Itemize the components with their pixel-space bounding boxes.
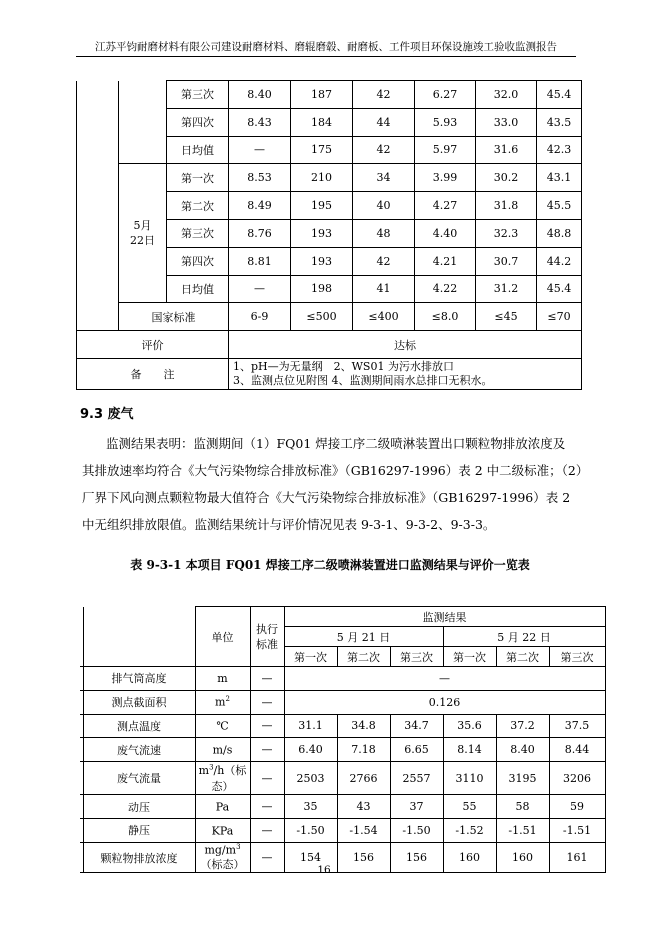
value-cell: 31.8 bbox=[476, 192, 537, 220]
value-cell: 0.126 bbox=[284, 690, 605, 714]
value-cell: 198 bbox=[291, 275, 353, 303]
unit-text: m bbox=[198, 764, 210, 778]
page-number: 16 bbox=[317, 864, 331, 876]
unit-suffix: （标态） bbox=[200, 858, 245, 872]
unit-cell bbox=[195, 738, 250, 762]
unit-text: KPa bbox=[211, 824, 234, 838]
value-cell: 2766 bbox=[337, 762, 390, 795]
table-row bbox=[80, 667, 605, 691]
value-cell: 43.1 bbox=[537, 164, 582, 192]
value-cell: 184 bbox=[291, 108, 353, 136]
paragraph-line: 监测结果表明：监测期间（1）FQ01 焊接工序二级喷淋装置出口颗粒物排放浓度及 bbox=[106, 436, 566, 451]
header-row bbox=[80, 607, 605, 627]
value-cell: -1.51 bbox=[549, 818, 605, 842]
row-label: 日均值 bbox=[167, 275, 229, 303]
value-cell: 8.81 bbox=[229, 247, 291, 275]
value-cell: 42 bbox=[353, 247, 415, 275]
unit-text: m bbox=[215, 696, 226, 710]
standard-header: 执行 标准 bbox=[250, 607, 284, 667]
row-label: 废气流量 bbox=[83, 762, 195, 795]
value-cell: 195 bbox=[291, 192, 353, 220]
table-row bbox=[80, 818, 605, 842]
value-cell: -1.52 bbox=[443, 818, 496, 842]
standard-value: ≤70 bbox=[537, 303, 582, 331]
value-cell: 42 bbox=[353, 81, 415, 109]
paragraph-line: 中无组织排放限值。监测结果统计与评价情况见表 9-3-1、9-3-2、9-3-3。 bbox=[82, 517, 496, 532]
value-cell: 34.8 bbox=[337, 714, 390, 738]
value-cell: 34 bbox=[353, 164, 415, 192]
value-cell: 40 bbox=[353, 192, 415, 220]
value-cell: 8.40 bbox=[229, 81, 291, 109]
value-cell: 34.7 bbox=[390, 714, 443, 738]
value-cell: 44.2 bbox=[537, 247, 582, 275]
page-header: 江苏平钧耐磨材料有限公司建设耐磨材料、磨辊磨毂、耐磨板、工件项目环保设施竣工验收监测报告 bbox=[76, 40, 576, 57]
remark-row bbox=[77, 358, 582, 389]
standard-cell: — bbox=[250, 818, 284, 842]
value-cell: 35.6 bbox=[443, 714, 496, 738]
time-header: 第三次 bbox=[390, 647, 443, 667]
value-cell: — bbox=[284, 667, 605, 691]
value-cell: 6.40 bbox=[284, 738, 337, 762]
blank-cell bbox=[77, 81, 119, 331]
remark-label: 备 注 bbox=[77, 358, 229, 389]
value-cell: 48.8 bbox=[537, 219, 582, 247]
time-header: 第一次 bbox=[284, 647, 337, 667]
unit-suffix: /h（标态） bbox=[211, 764, 247, 794]
results-header: 监测结果 bbox=[284, 607, 605, 627]
value-cell: 8.53 bbox=[229, 164, 291, 192]
value-cell: 31.2 bbox=[476, 275, 537, 303]
value-cell: 2503 bbox=[284, 762, 337, 795]
row-label: 第四次 bbox=[167, 108, 229, 136]
value-cell: 42 bbox=[353, 136, 415, 164]
value-cell: -1.50 bbox=[284, 818, 337, 842]
unit-text: m/s bbox=[212, 743, 233, 757]
table-row bbox=[80, 738, 605, 762]
value-cell: 55 bbox=[443, 795, 496, 819]
value-cell: 30.2 bbox=[476, 164, 537, 192]
table-row bbox=[77, 81, 582, 109]
value-cell: 8.14 bbox=[443, 738, 496, 762]
value-cell: 2557 bbox=[390, 762, 443, 795]
value-cell: 43 bbox=[337, 795, 390, 819]
row-label: 测点截面积 bbox=[83, 690, 195, 714]
value-cell: 3195 bbox=[496, 762, 549, 795]
date-header: 5 月 22 日 bbox=[443, 627, 605, 647]
row-label: 颗粒物排放浓度 bbox=[83, 842, 195, 873]
value-cell: 8.43 bbox=[229, 108, 291, 136]
value-cell: 42.3 bbox=[537, 136, 582, 164]
evaluation-row bbox=[77, 331, 582, 359]
value-cell: 154 bbox=[284, 842, 337, 873]
value-cell: 3.99 bbox=[415, 164, 476, 192]
row-label: 第二次 bbox=[167, 192, 229, 220]
table-row bbox=[80, 690, 605, 714]
table-row bbox=[80, 762, 605, 795]
value-cell: 7.18 bbox=[337, 738, 390, 762]
value-cell: 33.0 bbox=[476, 108, 537, 136]
value-cell: 8.40 bbox=[496, 738, 549, 762]
row-label: 第一次 bbox=[167, 164, 229, 192]
value-cell: 161 bbox=[549, 842, 605, 873]
paragraph-line: 其排放速率均符合《大气污染物综合排放标准》（GB16297-1996）表 2 中二级标准；（2） bbox=[82, 463, 589, 478]
standard-row bbox=[77, 303, 582, 331]
row-label: 日均值 bbox=[167, 136, 229, 164]
unit-cell bbox=[195, 690, 250, 714]
row-label: 废气流速 bbox=[83, 738, 195, 762]
unit-text: ℃ bbox=[216, 719, 229, 733]
section-heading: 9.3 废气 bbox=[80, 407, 134, 422]
value-cell: 4.21 bbox=[415, 247, 476, 275]
unit-header: 单位 bbox=[195, 607, 250, 667]
value-cell: — bbox=[229, 136, 291, 164]
value-cell: 4.22 bbox=[415, 275, 476, 303]
value-cell: 6.27 bbox=[415, 81, 476, 109]
value-cell: 31.6 bbox=[476, 136, 537, 164]
table-caption: 表 9-3-1 本项目 FQ01 焊接工序二级喷淋装置进口监测结果与评价一览表 bbox=[130, 558, 530, 572]
remark-line: 1、pH—为无量纲 2、WS01 为污水排放口 bbox=[233, 359, 454, 373]
standard-label: 国家标准 bbox=[119, 303, 229, 331]
standard-value: 6-9 bbox=[229, 303, 291, 331]
value-cell: 5.93 bbox=[415, 108, 476, 136]
value-cell: 156 bbox=[337, 842, 390, 873]
value-cell: 3110 bbox=[443, 762, 496, 795]
value-cell: 37.5 bbox=[549, 714, 605, 738]
unit-cell bbox=[195, 762, 250, 795]
value-cell: -1.54 bbox=[337, 818, 390, 842]
value-cell: 58 bbox=[496, 795, 549, 819]
value-cell: 32.3 bbox=[476, 219, 537, 247]
value-cell: 4.40 bbox=[415, 219, 476, 247]
row-label: 排气筒高度 bbox=[83, 667, 195, 691]
standard-cell: — bbox=[250, 762, 284, 795]
date-header: 5 月 21 日 bbox=[284, 627, 443, 647]
value-cell: 59 bbox=[549, 795, 605, 819]
evaluation-label: 评价 bbox=[77, 331, 229, 359]
standard-cell: — bbox=[250, 690, 284, 714]
remark-text bbox=[229, 358, 582, 389]
unit-cell bbox=[195, 714, 250, 738]
unit-cell bbox=[195, 818, 250, 842]
value-cell: 160 bbox=[496, 842, 549, 873]
gas-monitoring-table bbox=[80, 606, 606, 873]
row-label: 第三次 bbox=[167, 81, 229, 109]
value-cell: 160 bbox=[443, 842, 496, 873]
date-cell bbox=[119, 81, 167, 164]
standard-cell: — bbox=[250, 795, 284, 819]
value-cell: 32.0 bbox=[476, 81, 537, 109]
unit-cell bbox=[195, 795, 250, 819]
value-cell: 3206 bbox=[549, 762, 605, 795]
value-cell: 43.5 bbox=[537, 108, 582, 136]
value-cell: 4.27 bbox=[415, 192, 476, 220]
row-label: 第三次 bbox=[167, 219, 229, 247]
value-cell: 44 bbox=[353, 108, 415, 136]
value-cell: 35 bbox=[284, 795, 337, 819]
value-cell: 8.76 bbox=[229, 219, 291, 247]
value-cell: 37 bbox=[390, 795, 443, 819]
value-cell: 45.5 bbox=[537, 192, 582, 220]
value-cell: 45.4 bbox=[537, 81, 582, 109]
value-cell: 6.65 bbox=[390, 738, 443, 762]
row-label: 静压 bbox=[83, 818, 195, 842]
unit-sup: 3 bbox=[236, 842, 241, 851]
standard-cell: — bbox=[250, 667, 284, 691]
unit-text: mg/m bbox=[204, 843, 237, 857]
remark-line: 3、监测点位见附图 4、监测期间雨水总排口无积水。 bbox=[233, 373, 493, 387]
evaluation-value: 达标 bbox=[229, 331, 582, 359]
value-cell: 5.97 bbox=[415, 136, 476, 164]
time-header: 第二次 bbox=[337, 647, 390, 667]
date-cell: 5月 22日 bbox=[119, 164, 167, 303]
table-row bbox=[80, 795, 605, 819]
standard-value: ≤8.0 bbox=[415, 303, 476, 331]
value-cell: 45.4 bbox=[537, 275, 582, 303]
value-cell: 30.7 bbox=[476, 247, 537, 275]
value-cell: 193 bbox=[291, 219, 353, 247]
standard-value: ≤500 bbox=[291, 303, 353, 331]
table-row bbox=[80, 714, 605, 738]
standard-value: ≤400 bbox=[353, 303, 415, 331]
table-row bbox=[77, 164, 582, 192]
time-header: 第二次 bbox=[496, 647, 549, 667]
value-cell: -1.50 bbox=[390, 818, 443, 842]
value-cell: 48 bbox=[353, 219, 415, 247]
value-cell: 187 bbox=[291, 81, 353, 109]
time-header: 第一次 bbox=[443, 647, 496, 667]
row-label: 第四次 bbox=[167, 247, 229, 275]
unit-cell: m bbox=[195, 667, 250, 691]
section-paragraph bbox=[82, 430, 589, 538]
unit-sup: 3 bbox=[209, 763, 214, 772]
row-label: 动压 bbox=[83, 795, 195, 819]
value-cell: 193 bbox=[291, 247, 353, 275]
standard-value: ≤45 bbox=[476, 303, 537, 331]
time-header: 第三次 bbox=[549, 647, 605, 667]
water-monitoring-table bbox=[76, 80, 582, 390]
unit-text: Pa bbox=[215, 800, 230, 814]
item-header bbox=[83, 607, 195, 667]
value-cell: — bbox=[229, 275, 291, 303]
value-cell: -1.51 bbox=[496, 818, 549, 842]
value-cell: 37.2 bbox=[496, 714, 549, 738]
unit-sup: 2 bbox=[225, 695, 230, 704]
value-cell: 41 bbox=[353, 275, 415, 303]
value-cell: 31.1 bbox=[284, 714, 337, 738]
standard-cell: — bbox=[250, 842, 284, 873]
row-label: 测点温度 bbox=[83, 714, 195, 738]
value-cell: 8.49 bbox=[229, 192, 291, 220]
value-cell: 8.44 bbox=[549, 738, 605, 762]
value-cell: 156 bbox=[390, 842, 443, 873]
standard-cell: — bbox=[250, 714, 284, 738]
value-cell: 175 bbox=[291, 136, 353, 164]
value-cell: 210 bbox=[291, 164, 353, 192]
standard-cell: — bbox=[250, 738, 284, 762]
paragraph-line: 厂界下风向测点颗粒物最大值符合《大气污染物综合排放标准》（GB16297-1996）表 2 bbox=[82, 490, 571, 505]
